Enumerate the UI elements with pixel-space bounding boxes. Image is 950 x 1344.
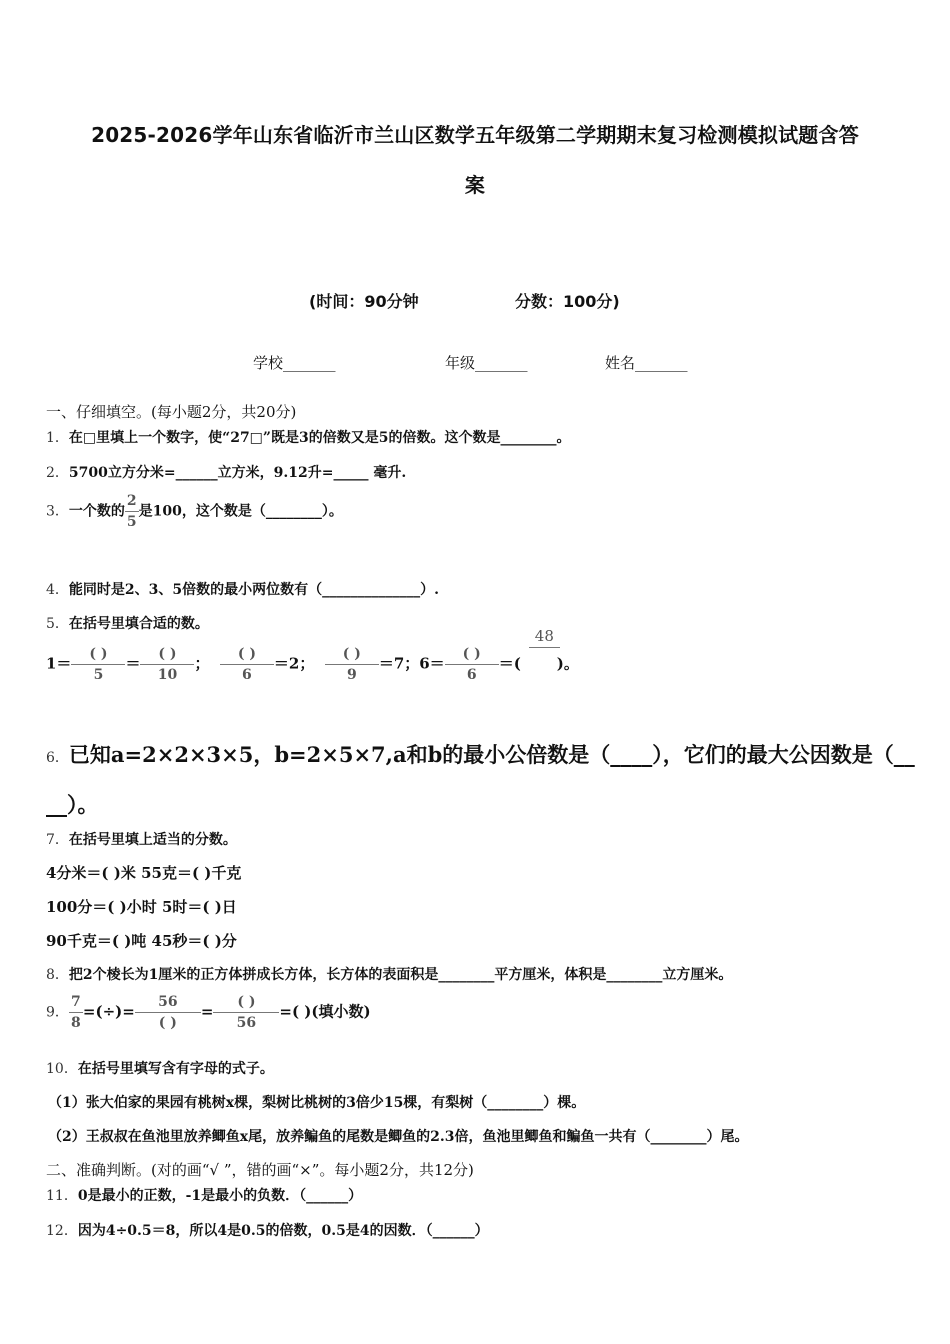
number-48: 48 <box>529 627 560 648</box>
denominator: 8 <box>71 1015 81 1031</box>
name-field: 姓名_______ <box>605 354 688 372</box>
question-text: 在□里填上一个数字，使“27□”既是3的倍数又是5的倍数。这个数是________。 <box>68 430 571 446</box>
question-text: 在括号里填合适的数。 <box>68 616 209 632</box>
question-7-line-3: 90千克＝( )吨 45秒＝( )分 <box>46 932 237 950</box>
equals: ＝ <box>125 654 141 673</box>
fraction-blank-over-9 <box>325 647 379 682</box>
fraction-blank-over-5 <box>71 647 125 682</box>
numerator: ( ) <box>220 647 274 665</box>
fraction-blank-over-56 <box>213 995 279 1030</box>
fraction-blank-over-6 <box>220 647 274 682</box>
question-text: 已知a=2×2×3×5，b=2×5×7,a和b的最小公倍数是（____），它们的最大公因数是（__ <box>68 742 915 767</box>
grade-field: 年级_______ <box>445 354 528 372</box>
question-number: 12． <box>46 1223 78 1239</box>
equals-seven: ＝7； <box>378 654 420 673</box>
time-label: (时间：90分钟 <box>309 292 419 311</box>
question-text: 因为4÷0.5＝8，所以4是0.5的倍数，0.5是4的因数．（______） <box>77 1223 489 1239</box>
division-blank: =(÷)= <box>82 1002 135 1021</box>
question-text: 在括号里填上适当的分数。 <box>68 832 237 848</box>
question-6-continued: __）。 <box>46 792 99 817</box>
question-number: 7． <box>46 832 69 848</box>
numerator: 56 <box>135 995 201 1013</box>
denominator: 10 <box>157 667 178 683</box>
page-title <box>40 110 910 210</box>
question-number: 11． <box>46 1188 78 1204</box>
section-2-heading: 二、准确判断。(对的画“√ ”，错的画“×”。每小题2分，共12分) <box>46 1161 474 1179</box>
question-text: 在括号里填写含有字母的式子。 <box>77 1061 274 1077</box>
denominator: 6 <box>466 667 477 683</box>
question-6 <box>46 739 915 769</box>
denominator: 9 <box>346 667 357 683</box>
question-7 <box>46 829 237 849</box>
question-text: 把2个棱长为1厘米的正方体拼成长方体，长方体的表面积是________平方厘米，体积是________立方厘米。 <box>68 967 733 983</box>
close-paren: )。 <box>556 654 579 673</box>
question-text: 5700立方分米=______立方米，9.12升=_____ 毫升. <box>68 465 407 481</box>
denominator: 6 <box>242 667 252 683</box>
question-text: 能同时是2、3、5倍数的最小两位数有（______________）. <box>68 582 440 598</box>
blank-under-48 <box>521 626 557 673</box>
question-7-line-2: 100分＝( )小时 5时＝( )日 <box>46 898 237 916</box>
fraction-seven-eighths <box>69 995 83 1030</box>
fraction-two-fifths <box>125 494 139 529</box>
numerator: ( ) <box>325 647 379 665</box>
equals-paren: ＝( <box>498 654 521 673</box>
question-number: 10． <box>46 1061 78 1077</box>
fraction-blank-over-10 <box>140 647 194 682</box>
question-10-part-2: （2）王叔叔在鱼池里放养鲫鱼x尾，放养鳊鱼的尾数是鲫鱼的2.3倍，鱼池里鲫鱼和鳊鱼一共有（________）尾。 <box>48 1129 749 1145</box>
numerator: ( ) <box>445 647 499 665</box>
question-12 <box>46 1220 489 1240</box>
numerator: ( ) <box>213 995 279 1013</box>
school-field: 学校_______ <box>253 354 336 372</box>
title-line-2: 案 <box>464 173 486 197</box>
fraction-56-over-blank <box>135 995 201 1030</box>
separator: ； <box>194 654 210 673</box>
question-4 <box>46 579 439 599</box>
question-text: 0是最小的正数，-1是最小的负数．（______） <box>77 1188 363 1204</box>
fraction-blank-over-6b <box>445 647 499 682</box>
question-number: 9． <box>46 1004 69 1021</box>
denominator: 56 <box>236 1015 257 1031</box>
question-10 <box>46 1058 274 1078</box>
decimal-blank: =( )(填小数) <box>279 1002 371 1021</box>
question-8 <box>46 964 732 984</box>
question-5-equations <box>46 626 579 683</box>
denominator: 5 <box>126 514 137 530</box>
question-11 <box>46 1185 362 1205</box>
eq-one: 1＝ <box>46 654 72 673</box>
eq-six: 6＝ <box>419 654 445 673</box>
denominator: ( ) <box>158 1015 177 1031</box>
numerator: 7 <box>69 995 83 1013</box>
question-2 <box>46 462 406 482</box>
question-5 <box>46 613 209 633</box>
numerator: 2 <box>125 494 139 512</box>
denominator: 5 <box>93 667 104 683</box>
question-number: 4． <box>46 582 69 598</box>
question-1 <box>46 427 570 447</box>
numerator: ( ) <box>140 647 194 665</box>
equals-two: ＝2； <box>273 654 315 673</box>
numerator: ( ) <box>71 647 125 665</box>
question-number: 8． <box>46 967 69 983</box>
section-1-heading: 一、仔细填空。(每小题2分，共20分) <box>46 403 297 421</box>
question-text-post: 是100，这个数是（________）。 <box>138 503 343 520</box>
question-number: 6． <box>46 750 69 766</box>
question-number: 3． <box>46 503 69 520</box>
question-9 <box>46 995 371 1030</box>
question-number: 2． <box>46 465 69 481</box>
question-text-pre: 一个数的 <box>68 503 125 520</box>
equals: = <box>200 1002 214 1021</box>
score-label: 分数：100分) <box>515 292 620 311</box>
question-number: 5． <box>46 616 69 632</box>
title-line-1: 2025-2026学年山东省临沂市兰山区数学五年级第二学期期末复习检测模拟试题含答 <box>91 123 859 147</box>
question-3 <box>46 494 343 529</box>
question-10-part-1: （1）张大伯家的果园有桃树x棵，梨树比桃树的3倍少15棵，有梨树（________）棵。 <box>48 1095 586 1111</box>
question-number: 1． <box>46 430 69 446</box>
question-7-line-1: 4分米＝( )米 55克＝( )千克 <box>46 864 242 882</box>
